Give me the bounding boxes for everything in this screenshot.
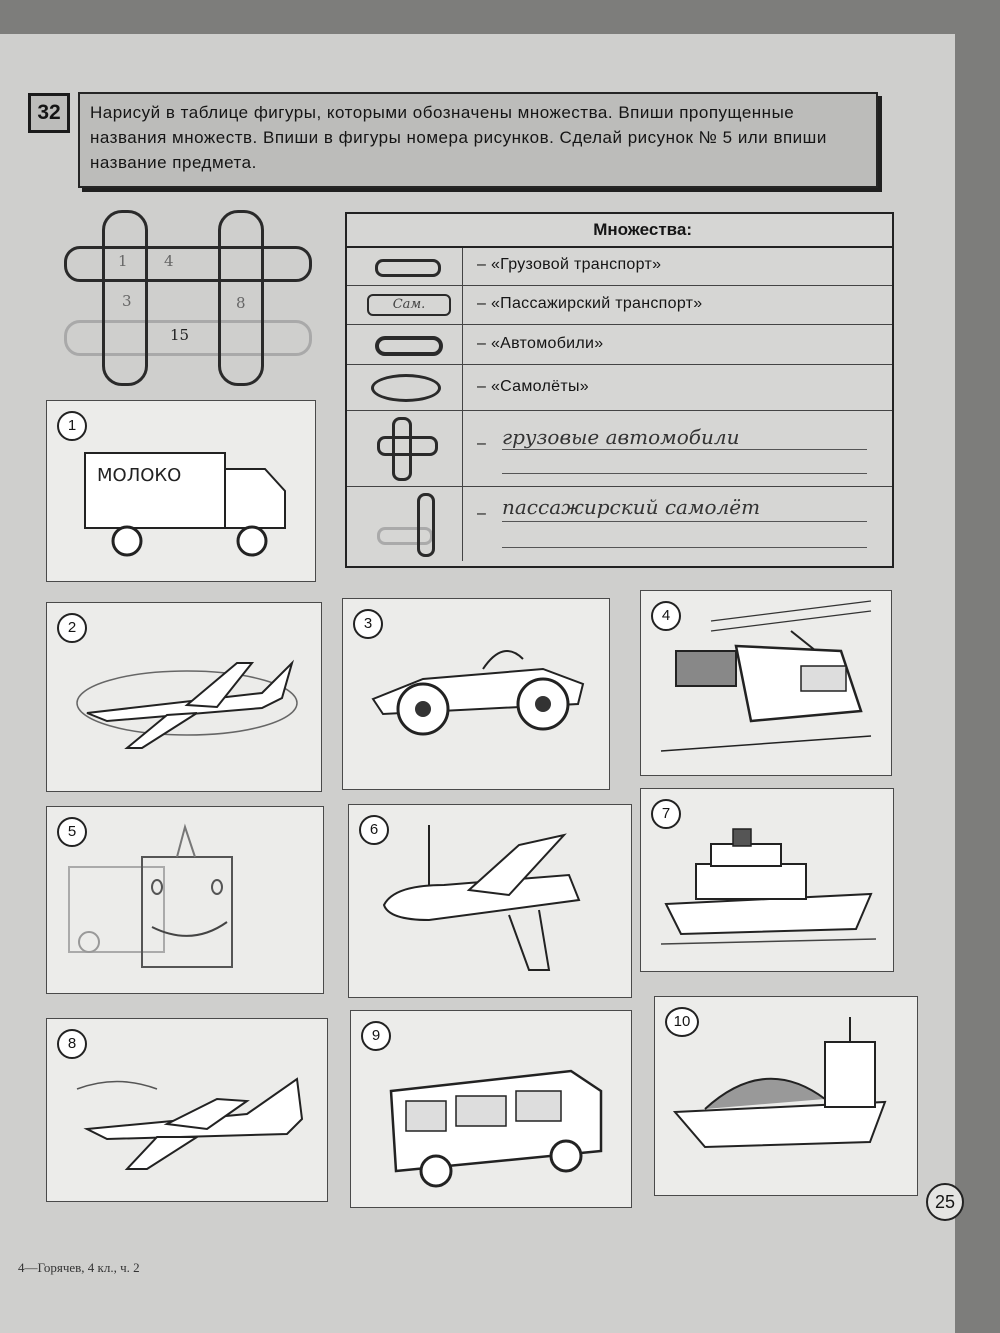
child-drawing-truck-icon — [47, 807, 323, 993]
picture-3 — [342, 598, 610, 790]
sets-table-row — [347, 325, 892, 365]
oval-shape — [371, 374, 441, 402]
shape-cell — [347, 487, 463, 561]
shape-cell — [347, 365, 463, 410]
picture-number: 6 — [359, 815, 389, 845]
picture-number: 2 — [57, 613, 87, 643]
task-instruction: Нарисуй в таблице фигуры, которыми обозначены множества. Впиши пропущенные названия множеств. Впиши в фигуры номера рисунков. Сделай рисунок № 5 или впиши название предмета. — [78, 92, 878, 188]
set-name-dash: – — [477, 505, 487, 522]
shape-cell — [347, 286, 463, 324]
picture-10 — [654, 996, 918, 1196]
diagram-number: 3 — [122, 292, 132, 310]
set-name: – «Самолёты» — [477, 378, 589, 395]
bus-icon — [351, 1011, 631, 1207]
picture-number: 10 — [665, 1007, 699, 1037]
electric-train-icon — [641, 591, 891, 775]
rounded-rectangle-shape — [375, 259, 441, 277]
set-diagram — [60, 208, 320, 388]
picture-number: 5 — [57, 817, 87, 847]
picture-1 — [46, 400, 316, 582]
handwritten-set-name: грузовые автомобили — [502, 425, 740, 449]
shape-cell — [347, 248, 463, 285]
race-car-icon — [343, 599, 609, 789]
shape-cell — [347, 325, 463, 364]
picture-9 — [350, 1010, 632, 1208]
diagram-number: 8 — [236, 294, 246, 312]
sets-table-row — [347, 248, 892, 286]
picture-number: 4 — [651, 601, 681, 631]
handwritten-set-name: пассажирский самолёт — [502, 495, 761, 519]
airplane-icon — [47, 603, 321, 791]
sets-table-row — [347, 411, 892, 487]
diagram-number: 15 — [170, 326, 190, 344]
set-name: – «Автомобили» — [477, 335, 604, 352]
picture-5 — [46, 806, 324, 994]
writing-line — [502, 473, 867, 474]
picture-number: 1 — [57, 411, 87, 441]
sets-table-header: Множества: — [347, 214, 892, 248]
handwritten-shape: Сам. — [367, 294, 451, 316]
picture-number: 7 — [651, 799, 681, 829]
writing-line — [502, 449, 867, 450]
passenger-plane-icon — [349, 805, 631, 997]
cargo-barge-icon — [655, 997, 917, 1195]
writing-line — [502, 547, 867, 548]
picture-number: 3 — [353, 609, 383, 639]
picture-4 — [640, 590, 892, 776]
sets-table-row — [347, 286, 892, 325]
vertical-shape — [417, 493, 435, 557]
footer-signature: 4—Горячев, 4 кл., ч. 2 — [18, 1260, 140, 1275]
diagram-number: 4 — [164, 252, 174, 270]
fighter-jet-icon — [47, 1019, 327, 1201]
diagram-number: 1 — [118, 252, 128, 270]
truck-icon — [47, 401, 315, 581]
set-name: – «Пассажирский транспорт» — [477, 295, 703, 312]
writing-line — [502, 521, 867, 522]
passenger-ship-icon — [641, 789, 893, 971]
sets-table-row — [347, 365, 892, 411]
sets-table-row — [347, 487, 892, 561]
truck-text: МОЛОКО — [97, 465, 182, 486]
set-name: – «Грузовой транспорт» — [477, 256, 662, 273]
picture-number: 8 — [57, 1029, 87, 1059]
picture-2 — [46, 602, 322, 792]
task-number: 32 — [28, 93, 70, 133]
picture-7 — [640, 788, 894, 972]
set-name-dash: – — [477, 435, 487, 452]
bold-rounded-rectangle-shape — [375, 336, 443, 356]
cross-vertical-shape — [392, 417, 412, 481]
sets-table — [345, 212, 894, 568]
shape-cell — [347, 411, 463, 486]
picture-number: 9 — [361, 1021, 391, 1051]
picture-6 — [348, 804, 632, 998]
picture-8 — [46, 1018, 328, 1202]
page-number: 25 — [926, 1183, 964, 1221]
